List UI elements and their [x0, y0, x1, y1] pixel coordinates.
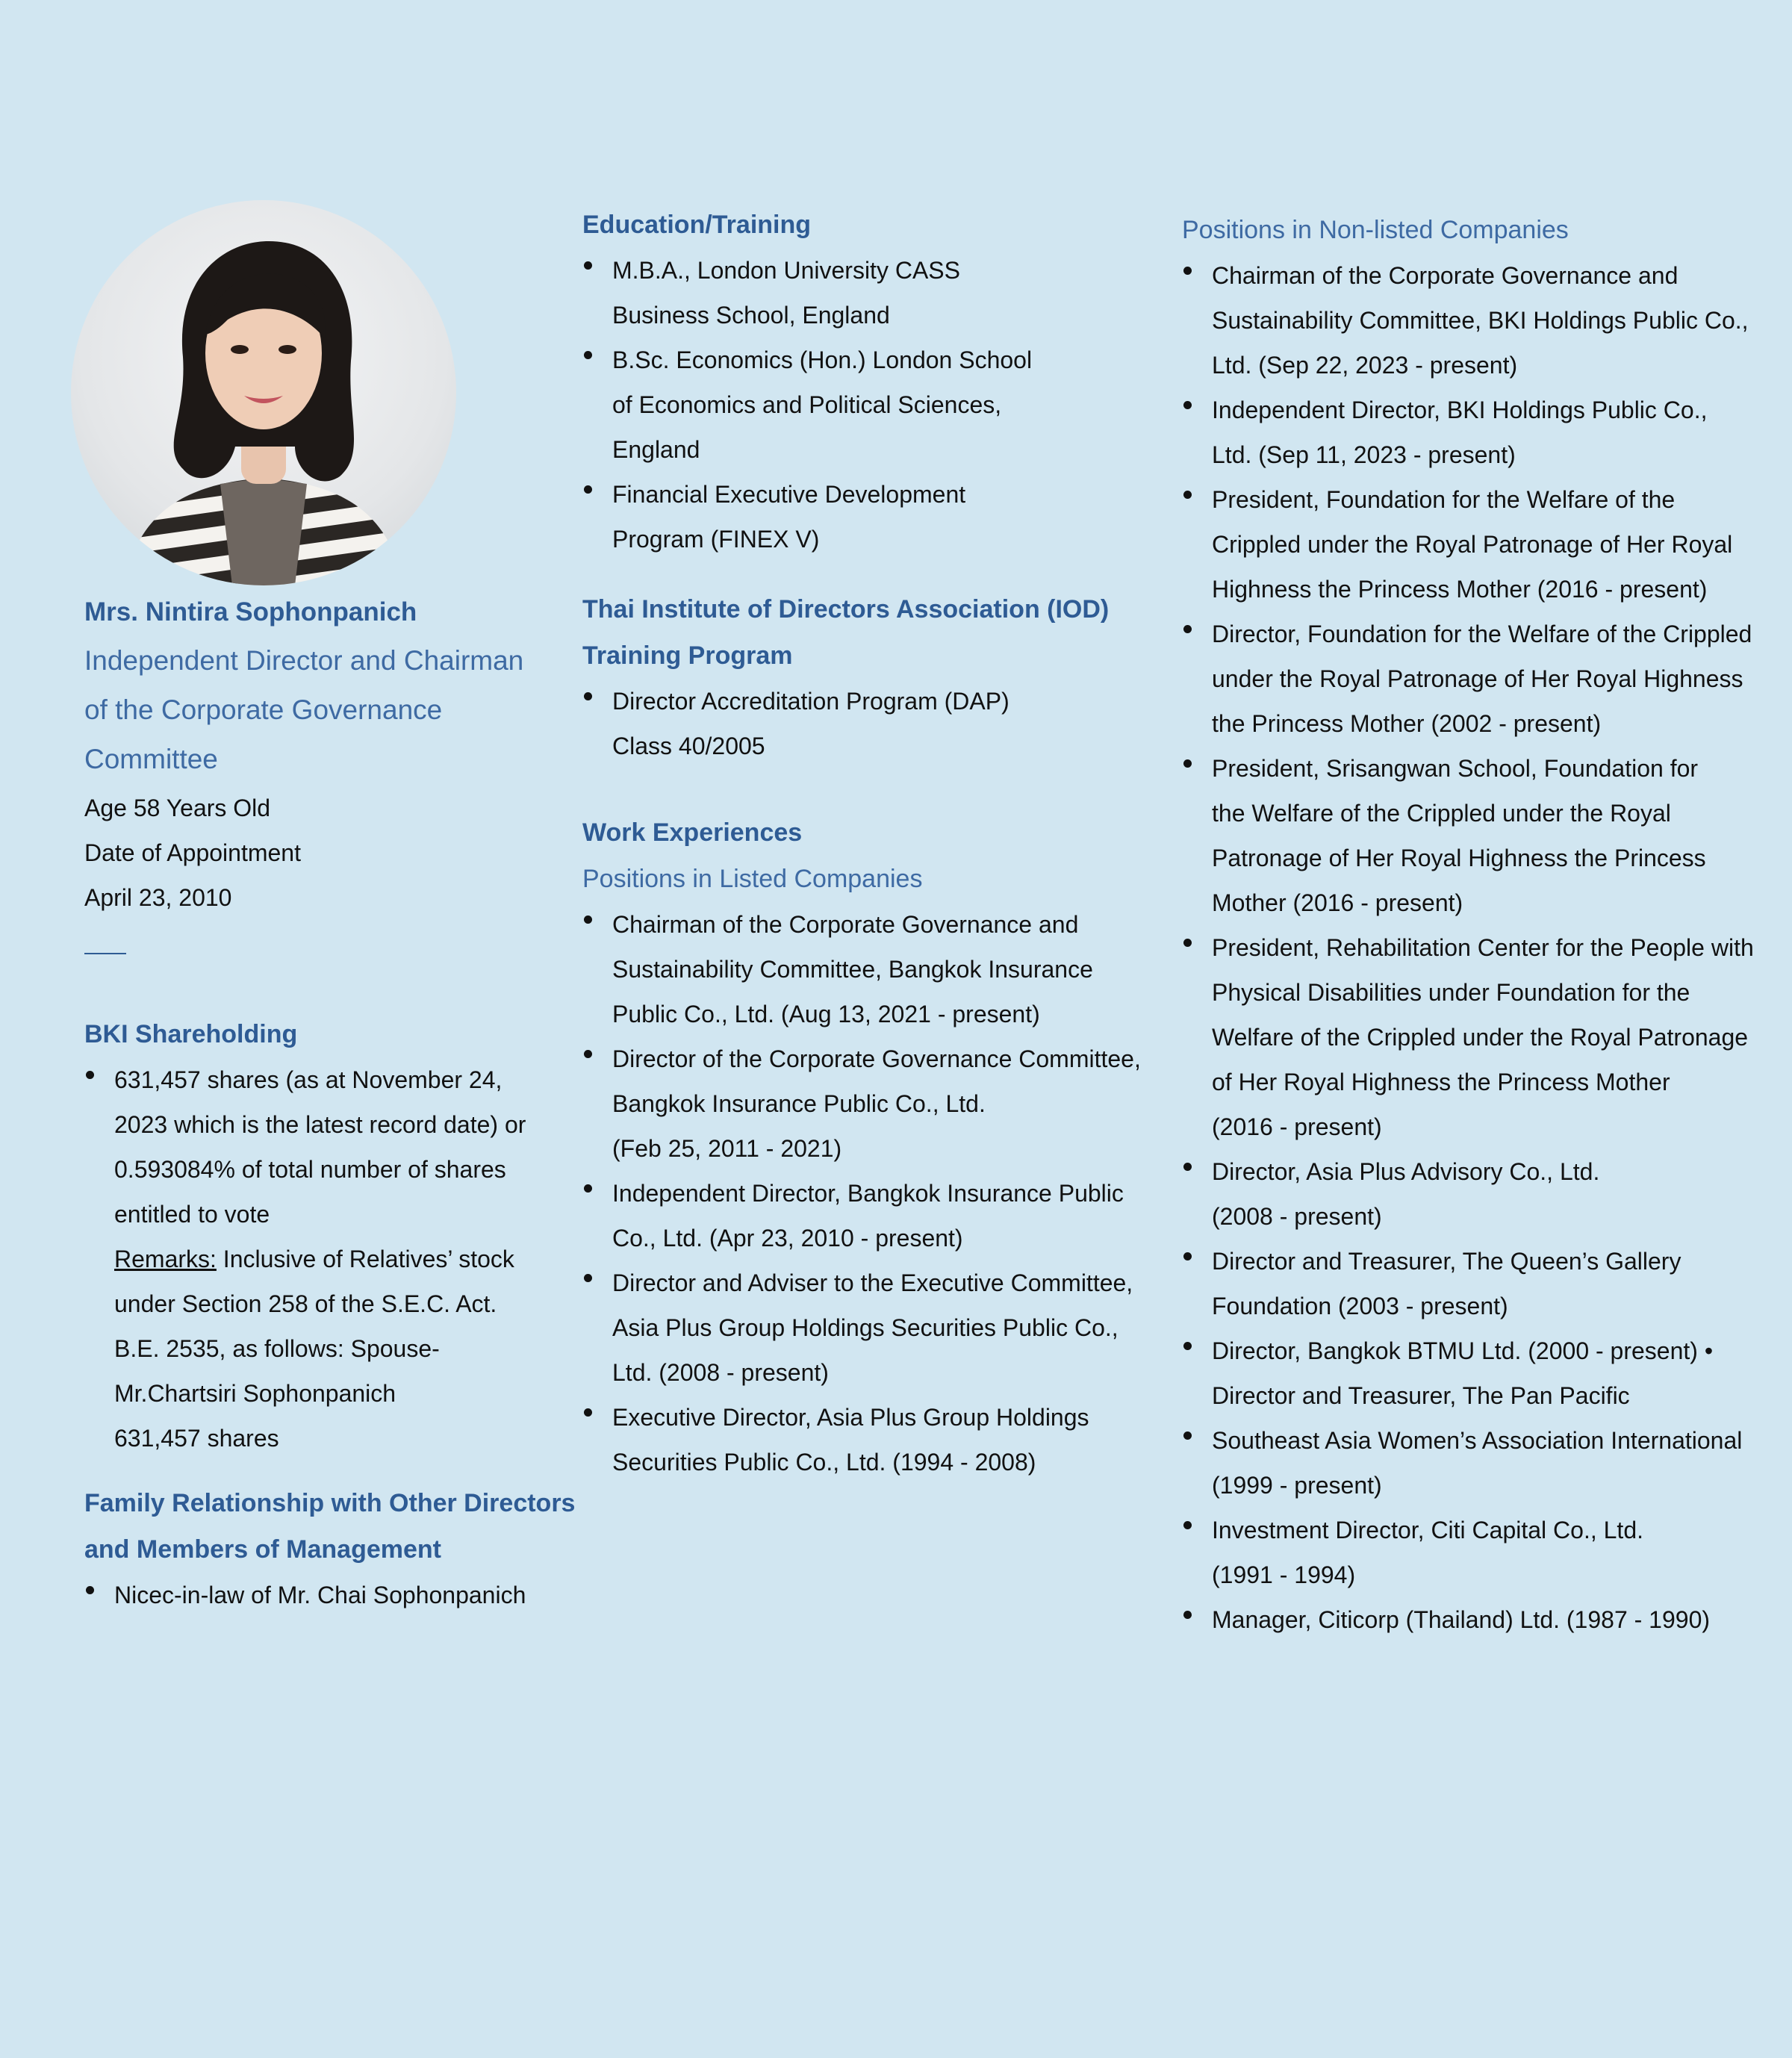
- role-line: Independent Director and Chairman: [84, 645, 524, 676]
- list-item: [582, 1260, 1172, 1395]
- list-item: [1182, 1149, 1779, 1239]
- list-item-line: Investment Director, Citi Capital Co., Ltd.: [1212, 1517, 1643, 1544]
- list-item: [1182, 925, 1779, 1149]
- list-item-line: Director, Asia Plus Advisory Co., Ltd.: [1212, 1158, 1600, 1185]
- shareholding-heading: BKI Shareholding: [84, 1020, 298, 1048]
- list-item-line: President, Srisangwan School, Foundation for: [1212, 755, 1699, 782]
- education-list: [582, 248, 1165, 562]
- list-item: [582, 1171, 1172, 1260]
- role-line: Committee: [84, 744, 218, 774]
- list-item-line: Ltd. (Sep 11, 2023 - present): [1212, 441, 1516, 468]
- list-item-line: entitled to vote: [114, 1201, 270, 1228]
- list-item-line: President, Foundation for the Welfare of the: [1212, 486, 1676, 513]
- list-item: [1182, 1508, 1779, 1597]
- list-item-line: Bangkok Insurance Public Co., Ltd.: [612, 1090, 986, 1117]
- list-item-line: Ltd. (Sep 22, 2023 - present): [1212, 352, 1518, 379]
- listed-heading: Positions in Listed Companies: [582, 865, 923, 893]
- list-item-line: (1999 - present): [1212, 1472, 1382, 1499]
- list-item-line: Director Accreditation Program (DAP): [612, 688, 1009, 715]
- family-list: [84, 1573, 577, 1617]
- list-item-line: Executive Director, Asia Plus Group Holdings: [612, 1404, 1089, 1431]
- person-name: Mrs. Nintira Sophonpanich: [84, 597, 417, 627]
- list-item: [1182, 253, 1779, 388]
- list-item-line: 631,457 shares (as at November 24,: [114, 1066, 503, 1093]
- list-item-line: B.E. 2535, as follows: Spouse-: [114, 1335, 440, 1362]
- list-item: [1182, 388, 1779, 477]
- list-item: [1182, 477, 1779, 612]
- list-item-line: Director and Treasurer, The Pan Pacific: [1212, 1382, 1630, 1409]
- portrait-photo: [71, 200, 456, 585]
- list-item: [582, 472, 1165, 562]
- iod-heading: [582, 586, 1165, 679]
- list-item-line: 2023 which is the latest record date) or: [114, 1111, 526, 1138]
- list-item-line: Physical Disabilities under Foundation for the: [1212, 979, 1690, 1006]
- list-item-line: B.Sc. Economics (Hon.) London School: [612, 346, 1033, 373]
- education-heading: Education/Training: [582, 211, 812, 239]
- person-role: [84, 636, 562, 784]
- list-item-line: Patronage of Her Royal Highness the Princess: [1212, 845, 1706, 871]
- list-item: [1182, 1239, 1779, 1328]
- list-item-line: Financial Executive Development: [612, 481, 966, 508]
- list-item: [1182, 1597, 1779, 1642]
- list-item: [582, 338, 1165, 472]
- list-item-line: Ltd. (2008 - present): [612, 1359, 829, 1386]
- list-item-line: the Welfare of the Crippled under the Royal: [1212, 800, 1671, 827]
- list-item-line: Foundation (2003 - present): [1212, 1293, 1508, 1319]
- list-item-line: Crippled under the Royal Patronage of Her Royal: [1212, 531, 1733, 558]
- list-item-line: Director and Treasurer, The Queen’s Gallery: [1212, 1248, 1681, 1275]
- list-item-line: Mother (2016 - present): [1212, 889, 1463, 916]
- shareholding-list: [84, 1057, 577, 1461]
- list-item-line: of Economics and Political Sciences,: [612, 391, 1002, 418]
- list-item: [1182, 1328, 1779, 1418]
- list-item-line: under Section 258 of the S.E.C. Act.: [114, 1290, 497, 1317]
- list-item-line: (2016 - present): [1212, 1113, 1382, 1140]
- divider: [84, 953, 126, 954]
- appointment-date: April 23, 2010: [84, 884, 232, 911]
- age: Age 58 Years Old: [84, 795, 271, 821]
- list-item-line: (Feb 25, 2011 - 2021): [612, 1135, 842, 1162]
- list-item-line: Director of the Corporate Governance Committee,: [612, 1045, 1141, 1072]
- listed-positions-list: [582, 902, 1172, 1485]
- list-item: [1182, 1418, 1779, 1508]
- iod-list: [582, 679, 1165, 768]
- list-item-line: the Princess Mother (2002 - present): [1212, 710, 1602, 737]
- list-item-line: Independent Director, Bangkok Insurance Public: [612, 1180, 1124, 1207]
- list-item: [1182, 746, 1779, 925]
- list-item: [582, 1036, 1172, 1171]
- list-item: [582, 679, 1165, 768]
- list-item-line: Public Co., Ltd. (Aug 13, 2021 - present): [612, 1001, 1040, 1028]
- list-item-line: Director, Bangkok BTMU Ltd. (2000 - present) •: [1212, 1337, 1714, 1364]
- list-item-line: Highness the Princess Mother (2016 - present): [1212, 576, 1708, 603]
- list-item-line: Welfare of the Crippled under the Royal Patronage: [1212, 1024, 1749, 1051]
- list-item-line: England: [612, 436, 700, 463]
- list-item-line: Chairman of the Corporate Governance and: [1212, 262, 1679, 289]
- list-item-line: Manager, Citicorp (Thailand) Ltd. (1987 - 1990): [1212, 1606, 1711, 1633]
- heading-line: Thai Institute of Directors Association (IOD): [582, 595, 1110, 624]
- list-item: [1182, 612, 1779, 746]
- list-item: [582, 1395, 1172, 1485]
- nonlisted-positions-list: [1182, 253, 1779, 1642]
- remarks: [114, 1237, 577, 1281]
- list-item-line: Southeast Asia Women’s Association International: [1212, 1427, 1743, 1454]
- list-item: Nicec-in-law of Mr. Chai Sophonpanich: [84, 1573, 577, 1617]
- remarks-text: Inclusive of Relatives’ stock: [216, 1246, 514, 1272]
- work-heading: Work Experiences: [582, 818, 803, 847]
- list-item-line: 0.593084% of total number of shares: [114, 1156, 506, 1183]
- list-item-line: Chairman of the Corporate Governance and: [612, 911, 1079, 938]
- nonlisted-heading: Positions in Non-listed Companies: [1182, 216, 1569, 244]
- heading-line: and Members of Management: [84, 1535, 441, 1564]
- list-item-line: Securities Public Co., Ltd. (1994 - 2008): [612, 1449, 1036, 1476]
- list-item: [84, 1057, 577, 1461]
- list-item-line: under the Royal Patronage of Her Royal Highness: [1212, 665, 1743, 692]
- appointment-label: Date of Appointment: [84, 839, 301, 866]
- role-line: of the Corporate Governance: [84, 694, 443, 725]
- list-item: [582, 248, 1165, 338]
- list-item-line: Independent Director, BKI Holdings Public Co.,: [1212, 397, 1708, 423]
- list-item-line: 631,457 shares: [114, 1425, 279, 1452]
- list-item-line: of Her Royal Highness the Princess Mother: [1212, 1069, 1670, 1095]
- list-item-line: Class 40/2005: [612, 733, 765, 759]
- list-item-line: Sustainability Committee, Bangkok Insurance: [612, 956, 1093, 983]
- list-item-line: Sustainability Committee, BKI Holdings Public Co.,: [1212, 307, 1749, 334]
- list-item-line: Business School, England: [612, 302, 890, 329]
- heading-line: Training Program: [582, 641, 793, 670]
- list-item-line: Co., Ltd. (Apr 23, 2010 - present): [612, 1225, 963, 1252]
- list-item-line: (1991 - 1994): [1212, 1561, 1356, 1588]
- list-item: [582, 902, 1172, 1036]
- heading-line: Family Relationship with Other Directors: [84, 1489, 576, 1517]
- list-item-line: M.B.A., London University CASS: [612, 257, 960, 284]
- list-item-line: (2008 - present): [1212, 1203, 1382, 1230]
- list-item-line: Mr.Chartsiri Sophonpanich: [114, 1380, 396, 1407]
- list-item-line: Director and Adviser to the Executive Committee,: [612, 1269, 1133, 1296]
- list-item-line: President, Rehabilitation Center for the People with: [1212, 934, 1754, 961]
- list-item-line: Asia Plus Group Holdings Securities Public Co.,: [612, 1314, 1119, 1341]
- remarks-label: Remarks:: [114, 1246, 217, 1272]
- list-item-line: Director, Foundation for the Welfare of the Crippled: [1212, 621, 1752, 647]
- list-item-line: Program (FINEX V): [612, 526, 820, 553]
- family-heading: [84, 1480, 577, 1573]
